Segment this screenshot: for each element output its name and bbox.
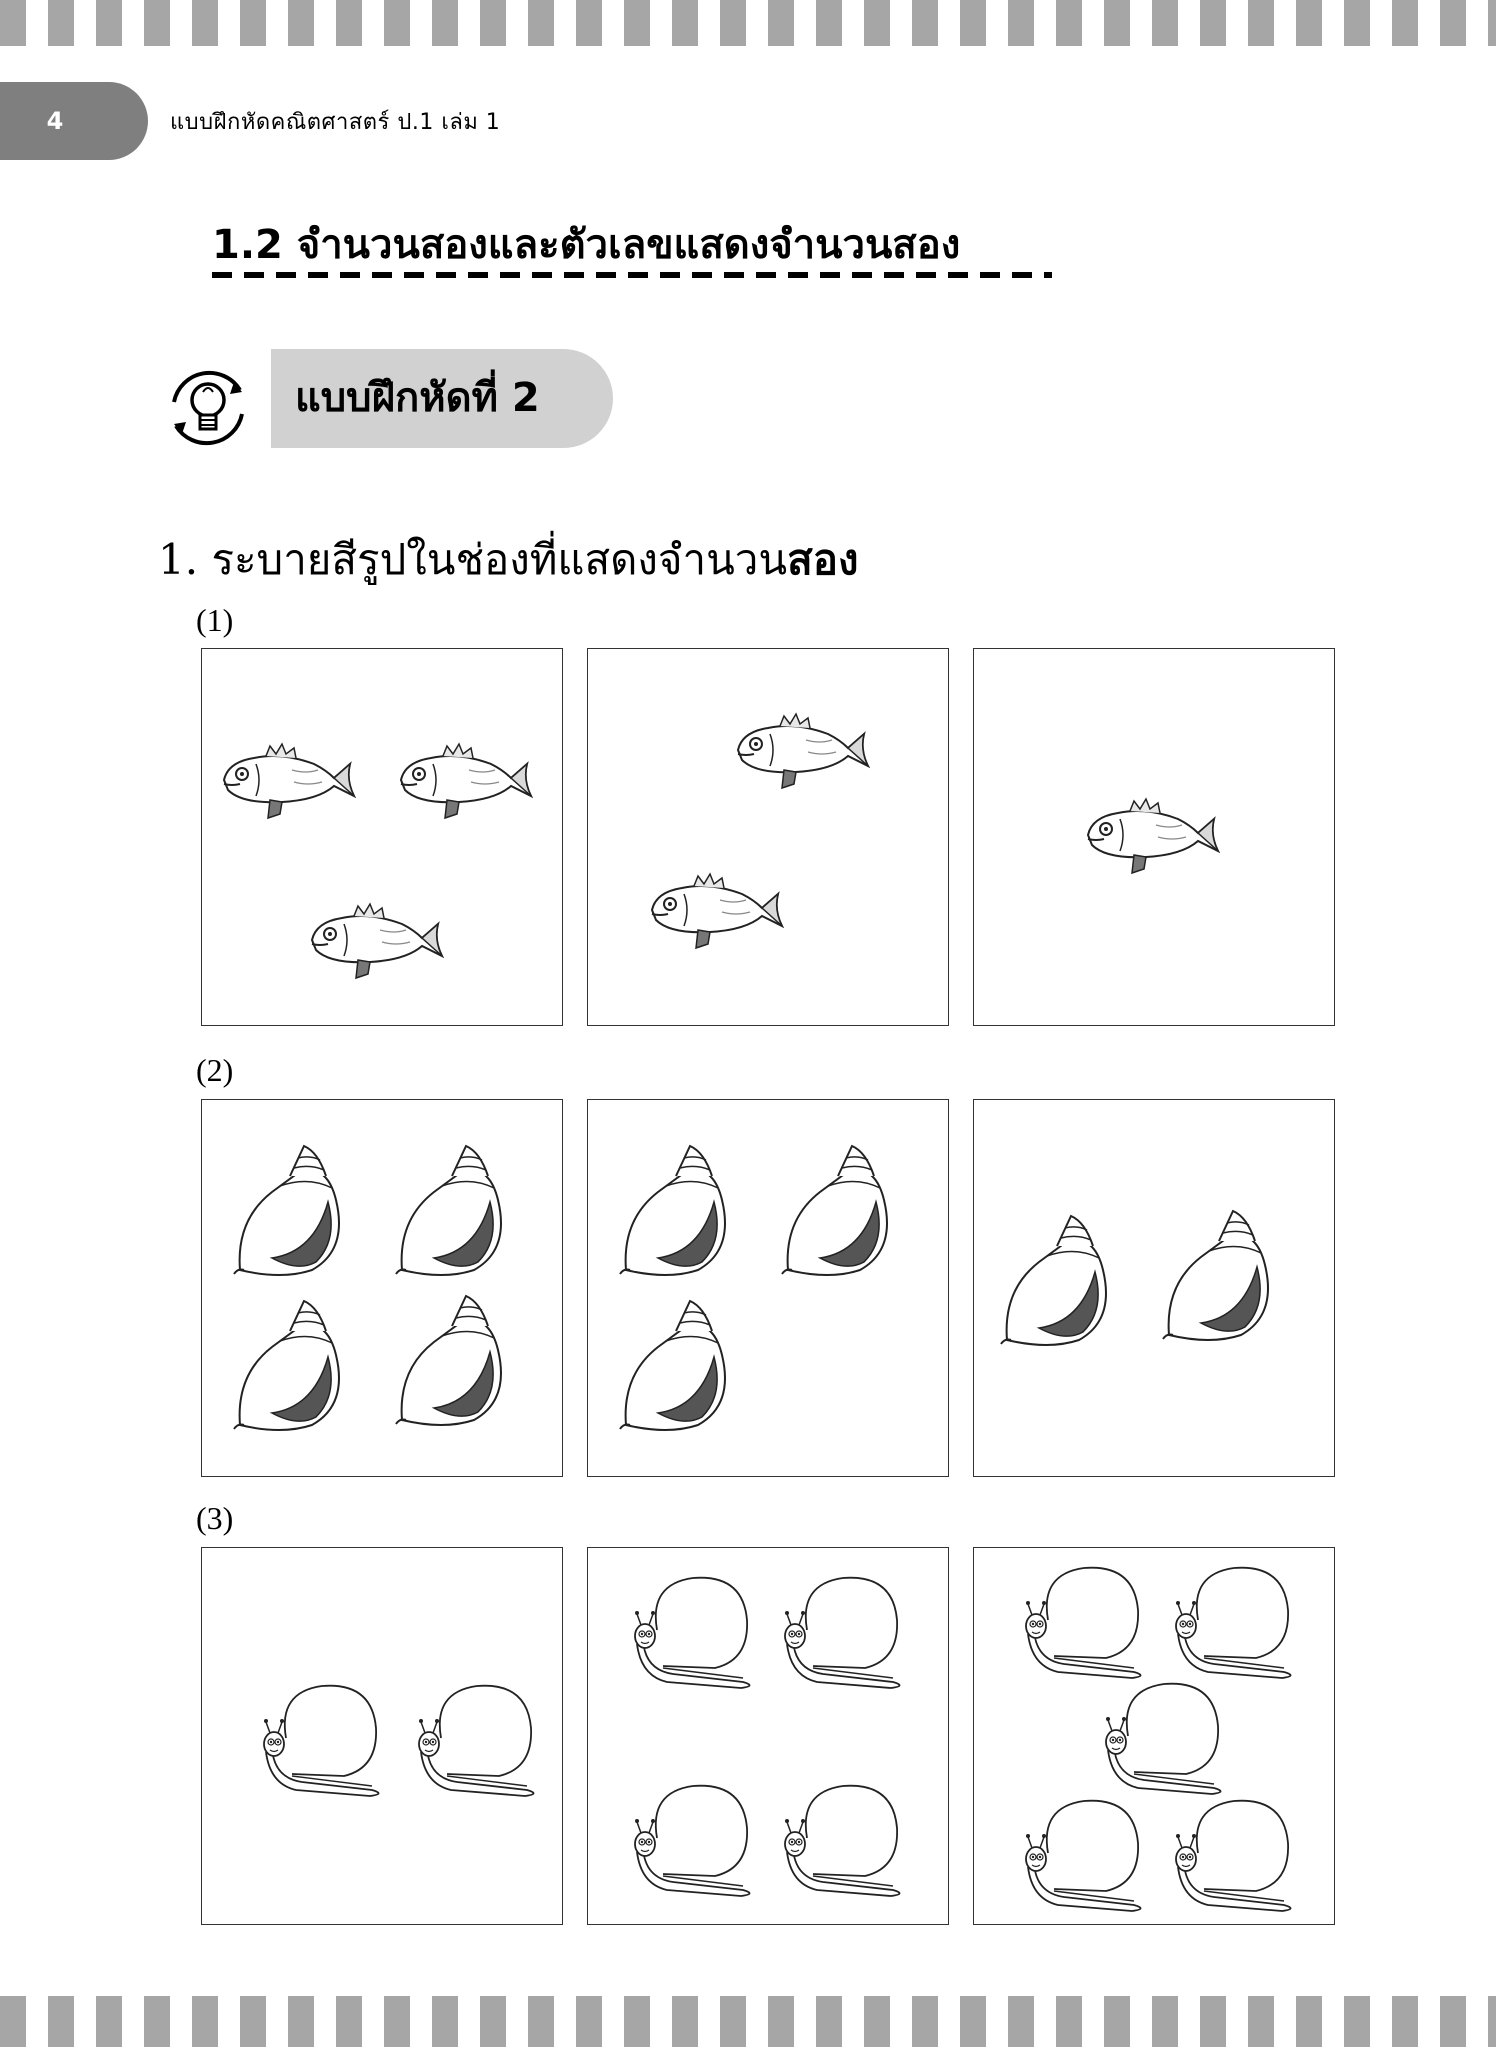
conch-shell-picture (396, 1146, 501, 1275)
answer-box[interactable] (201, 648, 563, 1026)
answer-box[interactable] (973, 648, 1335, 1026)
top-stripe-border (0, 0, 1496, 46)
snail-picture (785, 1786, 900, 1896)
answer-box[interactable] (201, 1547, 563, 1925)
conch-shell-picture (782, 1146, 887, 1275)
fish-picture (312, 904, 442, 978)
snail-picture (635, 1786, 750, 1896)
conch-shell-picture (620, 1146, 725, 1275)
question-text: ระบายสีรูปในช่องที่แสดงจำนวน (211, 535, 788, 584)
lightbulb-cycle-icon (160, 360, 256, 456)
answer-box[interactable] (587, 1099, 949, 1477)
question-1 (158, 527, 858, 593)
group-label-1: (1) (196, 602, 234, 638)
exercise-heading (271, 349, 613, 448)
question-emphasis: สอง (787, 535, 859, 584)
fish-picture (1088, 799, 1218, 873)
snail-picture (1176, 1801, 1291, 1911)
bottom-stripe-border (0, 1996, 1496, 2047)
answer-box[interactable] (587, 648, 949, 1026)
conch-shell-picture (234, 1301, 339, 1430)
snail-picture (419, 1686, 534, 1796)
group-label-3: (3) (196, 1500, 234, 1536)
snail-picture (264, 1686, 379, 1796)
conch-shell-picture (1163, 1211, 1268, 1340)
answer-box[interactable] (973, 1099, 1335, 1477)
fish-picture (652, 874, 782, 948)
group-label-2: (2) (196, 1052, 234, 1088)
page-number: 4 (46, 107, 64, 135)
answer-box[interactable] (973, 1547, 1335, 1925)
snail-picture (785, 1578, 900, 1688)
title-dashed-underline (212, 272, 1052, 278)
running-head: แบบฝึกหัดคณิตศาสตร์ ป.1 เล่ม 1 (170, 110, 501, 135)
fish-picture (224, 744, 354, 818)
answer-box[interactable] (587, 1547, 949, 1925)
fish-picture (401, 744, 531, 818)
fish-picture (738, 714, 868, 788)
section-title: 1.2 จำนวนสองและตัวเลขแสดงจำนวนสอง (212, 222, 961, 268)
snail-picture (1026, 1801, 1141, 1911)
conch-shell-picture (234, 1146, 339, 1275)
snail-picture (635, 1578, 750, 1688)
question-number: 1. (158, 535, 199, 584)
conch-shell-picture (620, 1301, 725, 1430)
conch-shell-picture (1001, 1216, 1106, 1345)
page-number-tab (0, 82, 148, 160)
snail-picture (1026, 1568, 1141, 1678)
conch-shell-picture (396, 1296, 501, 1425)
snail-picture (1106, 1684, 1221, 1794)
exercise-label: แบบฝึกหัดที่ 2 (295, 375, 540, 421)
answer-box[interactable] (201, 1099, 563, 1477)
snail-picture (1176, 1568, 1291, 1678)
